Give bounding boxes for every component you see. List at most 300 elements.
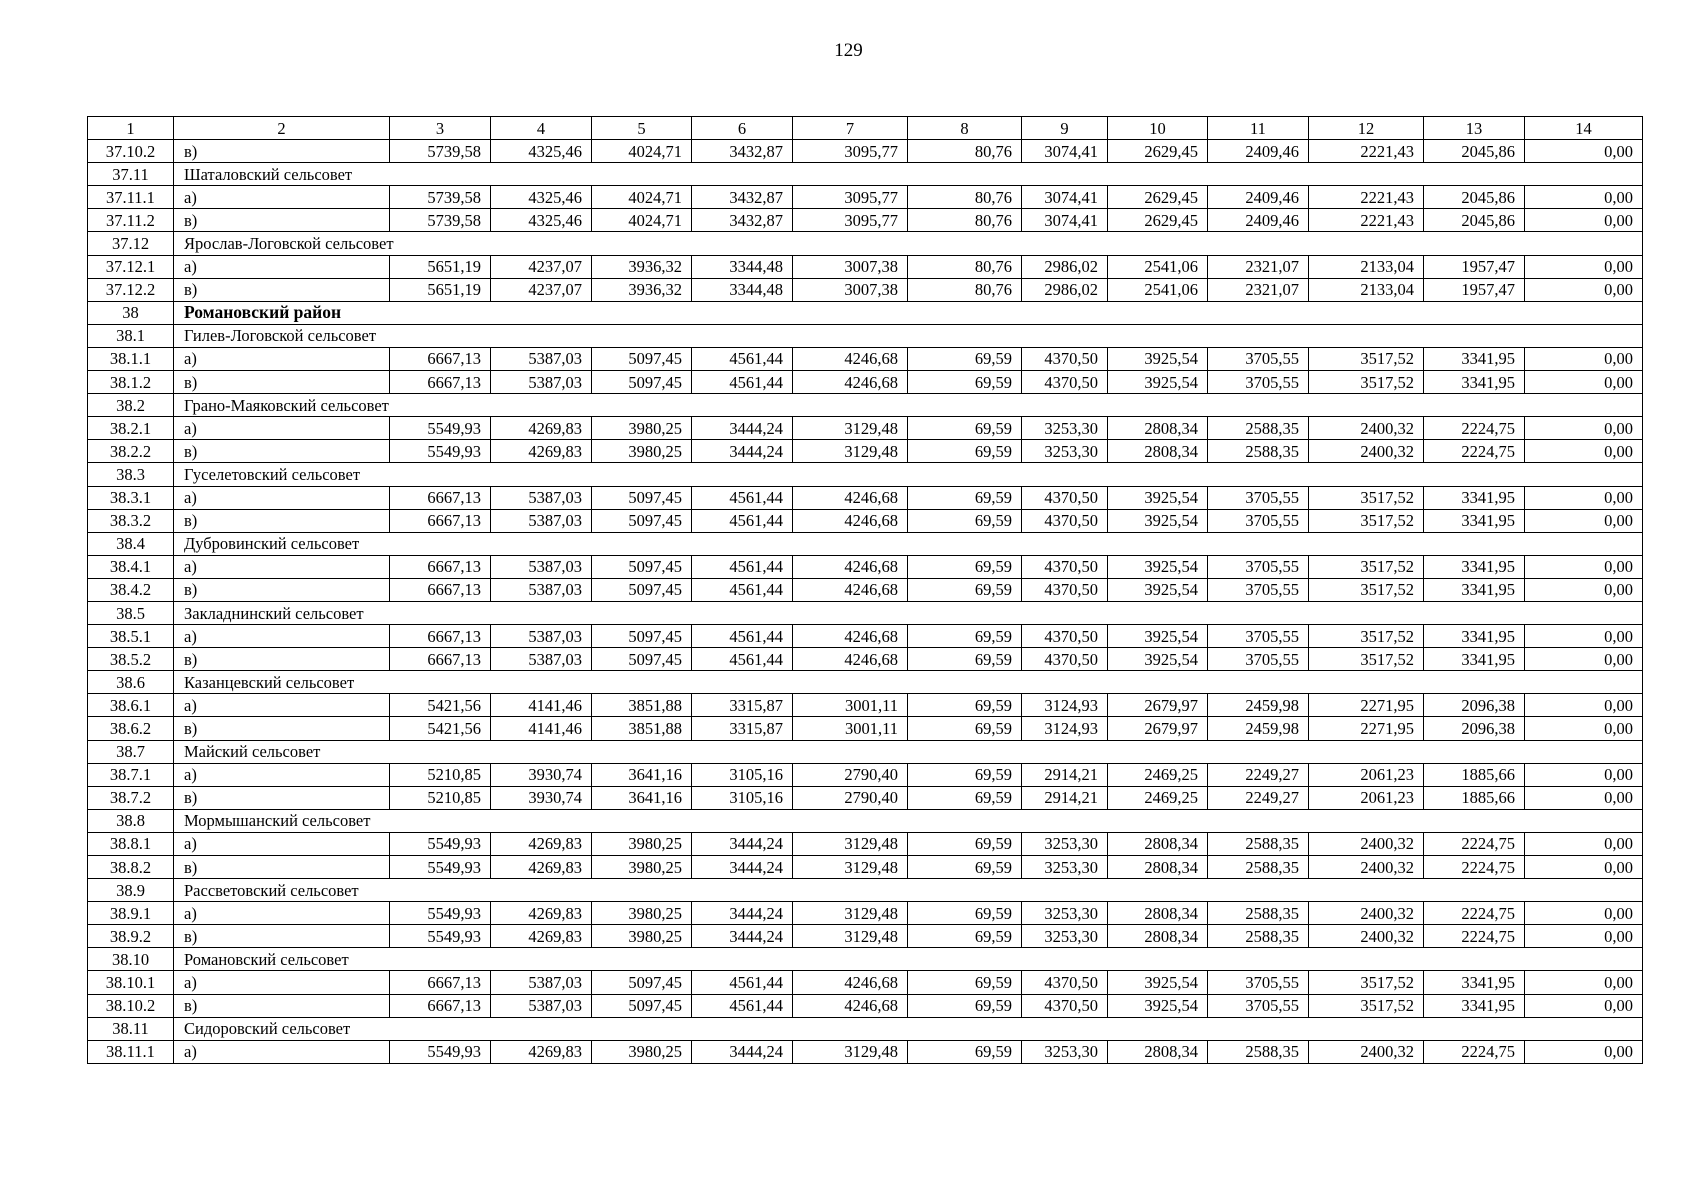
table-cell: 2541,06 (1108, 255, 1208, 278)
section-row (88, 1017, 1643, 1040)
table-cell: 5097,45 (592, 347, 692, 370)
table-cell: 5549,93 (390, 1040, 491, 1063)
table-row (88, 694, 1643, 717)
row-code: 38.1 (88, 324, 174, 347)
table-cell: 4269,83 (491, 856, 592, 879)
table-cell: 80,76 (908, 186, 1022, 209)
table-cell: 3344,48 (692, 255, 793, 278)
table-cell: 5387,03 (491, 971, 592, 994)
table-cell: 5549,93 (390, 902, 491, 925)
table-cell: 4246,68 (793, 509, 908, 532)
row-label: в) (174, 578, 390, 601)
row-code: 38.8.1 (88, 832, 174, 855)
table-cell: 4246,68 (793, 648, 908, 671)
table-cell: 2221,43 (1309, 140, 1424, 163)
section-title: Рассветовский сельсовет (174, 879, 1643, 902)
table-row (88, 902, 1643, 925)
row-code: 37.12.1 (88, 255, 174, 278)
section-row (88, 740, 1643, 763)
table-cell: 4325,46 (491, 209, 592, 232)
section-title: Дубровинский сельсовет (174, 532, 1643, 555)
table-cell: 3705,55 (1208, 625, 1309, 648)
table-cell: 3105,16 (692, 763, 793, 786)
table-cell: 2221,43 (1309, 209, 1424, 232)
column-header: 5 (592, 117, 692, 140)
table-cell: 2224,75 (1424, 832, 1525, 855)
column-header: 7 (793, 117, 908, 140)
district-title: Романовский район (174, 301, 1643, 324)
table-cell: 5549,93 (390, 417, 491, 440)
table-cell: 2400,32 (1309, 902, 1424, 925)
table-cell: 3851,88 (592, 717, 692, 740)
table-cell: 3444,24 (692, 856, 793, 879)
table-cell: 6667,13 (390, 371, 491, 394)
table-cell: 0,00 (1525, 832, 1643, 855)
table-cell: 5739,58 (390, 186, 491, 209)
row-label: в) (174, 140, 390, 163)
table-cell: 0,00 (1525, 763, 1643, 786)
table-cell: 6667,13 (390, 555, 491, 578)
table-cell: 0,00 (1525, 856, 1643, 879)
table-cell: 3925,54 (1108, 509, 1208, 532)
section-title: Гуселетовский сельсовет (174, 463, 1643, 486)
table-body (88, 140, 1643, 1064)
table-cell: 3930,74 (491, 786, 592, 809)
table-cell: 2588,35 (1208, 832, 1309, 855)
table-cell: 2629,45 (1108, 209, 1208, 232)
table-cell: 6667,13 (390, 509, 491, 532)
table-cell: 5387,03 (491, 578, 592, 601)
table-cell: 5097,45 (592, 971, 692, 994)
table-cell: 3444,24 (692, 832, 793, 855)
table-cell: 5387,03 (491, 347, 592, 370)
table-cell: 3925,54 (1108, 371, 1208, 394)
table-cell: 2096,38 (1424, 717, 1525, 740)
row-code: 38.1.2 (88, 371, 174, 394)
table-cell: 3253,30 (1022, 856, 1108, 879)
table-cell: 69,59 (908, 786, 1022, 809)
table-cell: 80,76 (908, 140, 1022, 163)
table-cell: 2986,02 (1022, 278, 1108, 301)
table-cell: 3980,25 (592, 417, 692, 440)
table-cell: 2808,34 (1108, 1040, 1208, 1063)
table-cell: 2679,97 (1108, 717, 1208, 740)
section-title: Ярослав-Логовской сельсовет (174, 232, 1643, 255)
table-cell: 2808,34 (1108, 832, 1208, 855)
table-cell: 2469,25 (1108, 786, 1208, 809)
table-cell: 0,00 (1525, 371, 1643, 394)
table-cell: 5097,45 (592, 509, 692, 532)
row-code: 38.5 (88, 601, 174, 624)
table-cell: 69,59 (908, 347, 1022, 370)
table-cell: 4024,71 (592, 140, 692, 163)
table-cell: 2400,32 (1309, 440, 1424, 463)
table-cell: 0,00 (1525, 786, 1643, 809)
table-row (88, 347, 1643, 370)
table-cell: 3074,41 (1022, 186, 1108, 209)
table-cell: 3705,55 (1208, 971, 1309, 994)
column-header: 9 (1022, 117, 1108, 140)
row-label: а) (174, 347, 390, 370)
table-cell: 4024,71 (592, 186, 692, 209)
table-row (88, 971, 1643, 994)
table-cell: 6667,13 (390, 971, 491, 994)
table-cell: 5387,03 (491, 486, 592, 509)
row-label: а) (174, 902, 390, 925)
data-table (87, 116, 1643, 1064)
table-row (88, 856, 1643, 879)
table-cell: 0,00 (1525, 278, 1643, 301)
table-cell: 69,59 (908, 440, 1022, 463)
table-cell: 2588,35 (1208, 902, 1309, 925)
table-cell: 3925,54 (1108, 578, 1208, 601)
section-title: Гилев-Логовской сельсовет (174, 324, 1643, 347)
table-cell: 3432,87 (692, 186, 793, 209)
table-cell: 4561,44 (692, 347, 793, 370)
table-cell: 3341,95 (1424, 648, 1525, 671)
row-code: 38.9 (88, 879, 174, 902)
table-cell: 2224,75 (1424, 902, 1525, 925)
table-cell: 2588,35 (1208, 856, 1309, 879)
row-label: а) (174, 971, 390, 994)
table-cell: 2400,32 (1309, 925, 1424, 948)
table-cell: 4246,68 (793, 486, 908, 509)
table-cell: 69,59 (908, 625, 1022, 648)
table-cell: 3129,48 (793, 856, 908, 879)
table-cell: 3315,87 (692, 694, 793, 717)
table-cell: 4246,68 (793, 994, 908, 1017)
column-header: 14 (1525, 117, 1643, 140)
row-label: в) (174, 209, 390, 232)
table-cell: 6667,13 (390, 625, 491, 648)
table-cell: 2808,34 (1108, 417, 1208, 440)
table-cell: 5097,45 (592, 625, 692, 648)
table-cell: 3001,11 (793, 694, 908, 717)
row-label: в) (174, 648, 390, 671)
row-code: 38.7 (88, 740, 174, 763)
table-row (88, 440, 1643, 463)
section-row (88, 532, 1643, 555)
table-cell: 3517,52 (1309, 509, 1424, 532)
table-cell: 2271,95 (1309, 717, 1424, 740)
row-code: 38.9.1 (88, 902, 174, 925)
column-header: 4 (491, 117, 592, 140)
table-cell: 80,76 (908, 255, 1022, 278)
table-cell: 2588,35 (1208, 417, 1309, 440)
table-cell: 2400,32 (1309, 832, 1424, 855)
table-cell: 6667,13 (390, 994, 491, 1017)
table-cell: 69,59 (908, 902, 1022, 925)
table-cell: 0,00 (1525, 625, 1643, 648)
row-code: 38.10.1 (88, 971, 174, 994)
table-cell: 3705,55 (1208, 371, 1309, 394)
table-cell: 3641,16 (592, 763, 692, 786)
table-cell: 4370,50 (1022, 648, 1108, 671)
table-cell: 5097,45 (592, 648, 692, 671)
table-cell: 3444,24 (692, 925, 793, 948)
table-cell: 3253,30 (1022, 417, 1108, 440)
section-title: Майский сельсовет (174, 740, 1643, 763)
table-cell: 4561,44 (692, 625, 793, 648)
table-cell: 0,00 (1525, 971, 1643, 994)
section-title: Казанцевский сельсовет (174, 671, 1643, 694)
table-cell: 5097,45 (592, 578, 692, 601)
row-label: а) (174, 486, 390, 509)
table-cell: 3129,48 (793, 417, 908, 440)
table-cell: 3341,95 (1424, 347, 1525, 370)
section-row (88, 671, 1643, 694)
table-cell: 3432,87 (692, 140, 793, 163)
table-cell: 1885,66 (1424, 763, 1525, 786)
table-cell: 2808,34 (1108, 925, 1208, 948)
table-cell: 2045,86 (1424, 186, 1525, 209)
table-cell: 2541,06 (1108, 278, 1208, 301)
table-cell: 3980,25 (592, 832, 692, 855)
table-cell: 69,59 (908, 971, 1022, 994)
table-cell: 3517,52 (1309, 555, 1424, 578)
table-cell: 69,59 (908, 509, 1022, 532)
table-cell: 4325,46 (491, 186, 592, 209)
table-cell: 4370,50 (1022, 971, 1108, 994)
table-cell: 3705,55 (1208, 509, 1309, 532)
table-cell: 2133,04 (1309, 278, 1424, 301)
table-cell: 3253,30 (1022, 1040, 1108, 1063)
table-cell: 2409,46 (1208, 140, 1309, 163)
table-cell: 5097,45 (592, 486, 692, 509)
column-header: 13 (1424, 117, 1525, 140)
table-cell: 3980,25 (592, 925, 692, 948)
table-cell: 2224,75 (1424, 440, 1525, 463)
table-cell: 69,59 (908, 648, 1022, 671)
page-number: 129 (834, 40, 863, 61)
table-cell: 4269,83 (491, 440, 592, 463)
table-row (88, 578, 1643, 601)
table-cell: 5651,19 (390, 255, 491, 278)
table-cell: 2096,38 (1424, 694, 1525, 717)
table-row (88, 832, 1643, 855)
table-cell: 2133,04 (1309, 255, 1424, 278)
table-cell: 4561,44 (692, 486, 793, 509)
row-code: 37.12 (88, 232, 174, 255)
section-title: Закладнинский сельсовет (174, 601, 1643, 624)
table-row (88, 555, 1643, 578)
table-row (88, 209, 1643, 232)
column-header: 6 (692, 117, 793, 140)
row-code: 38.3.1 (88, 486, 174, 509)
row-code: 38.6 (88, 671, 174, 694)
column-header: 12 (1309, 117, 1424, 140)
table-cell: 2808,34 (1108, 902, 1208, 925)
row-code: 38.6.2 (88, 717, 174, 740)
table-cell: 3341,95 (1424, 971, 1525, 994)
table-cell: 3253,30 (1022, 925, 1108, 948)
row-code: 37.10.2 (88, 140, 174, 163)
table-cell: 2400,32 (1309, 417, 1424, 440)
table-cell: 3980,25 (592, 440, 692, 463)
table-cell: 2790,40 (793, 786, 908, 809)
table-cell: 0,00 (1525, 347, 1643, 370)
table-cell: 3925,54 (1108, 486, 1208, 509)
table-cell: 4561,44 (692, 371, 793, 394)
table-cell: 4269,83 (491, 902, 592, 925)
table-cell: 4269,83 (491, 925, 592, 948)
table-cell: 2588,35 (1208, 925, 1309, 948)
row-code: 38.7.1 (88, 763, 174, 786)
table-cell: 3129,48 (793, 440, 908, 463)
table-cell: 3444,24 (692, 1040, 793, 1063)
row-code: 38.8.2 (88, 856, 174, 879)
row-label: в) (174, 278, 390, 301)
table-cell: 3517,52 (1309, 347, 1424, 370)
table-cell: 3315,87 (692, 717, 793, 740)
table-cell: 4269,83 (491, 1040, 592, 1063)
table-cell: 2321,07 (1208, 278, 1309, 301)
table-cell: 5421,56 (390, 694, 491, 717)
table-cell: 4370,50 (1022, 509, 1108, 532)
table-cell: 3705,55 (1208, 578, 1309, 601)
table-row (88, 1040, 1643, 1063)
table-cell: 0,00 (1525, 417, 1643, 440)
table-cell: 69,59 (908, 694, 1022, 717)
section-title: Сидоровский сельсовет (174, 1017, 1643, 1040)
table-cell: 3925,54 (1108, 994, 1208, 1017)
table-row (88, 486, 1643, 509)
table-cell: 3641,16 (592, 786, 692, 809)
table-cell: 2409,46 (1208, 186, 1309, 209)
table-cell: 2790,40 (793, 763, 908, 786)
table-cell: 2061,23 (1309, 763, 1424, 786)
row-code: 38.10.2 (88, 994, 174, 1017)
table-row (88, 417, 1643, 440)
table-cell: 69,59 (908, 578, 1022, 601)
row-label: а) (174, 1040, 390, 1063)
table-cell: 4561,44 (692, 509, 793, 532)
table-cell: 4269,83 (491, 417, 592, 440)
row-label: в) (174, 440, 390, 463)
table-cell: 5549,93 (390, 856, 491, 879)
table-cell: 4237,07 (491, 255, 592, 278)
row-code: 38.9.2 (88, 925, 174, 948)
table-cell: 69,59 (908, 371, 1022, 394)
table-cell: 3444,24 (692, 902, 793, 925)
table-cell: 3344,48 (692, 278, 793, 301)
section-title: Шаталовский сельсовет (174, 163, 1643, 186)
table-cell: 3432,87 (692, 209, 793, 232)
row-label: а) (174, 832, 390, 855)
row-label: в) (174, 856, 390, 879)
table-cell: 3936,32 (592, 278, 692, 301)
table-cell: 4246,68 (793, 625, 908, 648)
table-cell: 5097,45 (592, 371, 692, 394)
table-cell: 69,59 (908, 1040, 1022, 1063)
row-label: в) (174, 994, 390, 1017)
table-cell: 2249,27 (1208, 786, 1309, 809)
table-cell: 2224,75 (1424, 1040, 1525, 1063)
table-cell: 69,59 (908, 832, 1022, 855)
table-cell: 6667,13 (390, 648, 491, 671)
table-cell: 5387,03 (491, 625, 592, 648)
row-code: 38.11 (88, 1017, 174, 1040)
table-cell: 2469,25 (1108, 763, 1208, 786)
table-cell: 3105,16 (692, 786, 793, 809)
table-row (88, 255, 1643, 278)
table-cell: 2588,35 (1208, 1040, 1309, 1063)
table-row (88, 509, 1643, 532)
table-cell: 3925,54 (1108, 347, 1208, 370)
table-cell: 1957,47 (1424, 255, 1525, 278)
table-cell: 5210,85 (390, 786, 491, 809)
table-cell: 2400,32 (1309, 1040, 1424, 1063)
header-row (88, 117, 1643, 140)
table-cell: 2061,23 (1309, 786, 1424, 809)
table-cell: 5739,58 (390, 140, 491, 163)
table-cell: 6667,13 (390, 486, 491, 509)
table-cell: 3517,52 (1309, 625, 1424, 648)
row-code: 38.5.2 (88, 648, 174, 671)
table-cell: 0,00 (1525, 486, 1643, 509)
table-cell: 3925,54 (1108, 555, 1208, 578)
table-cell: 2224,75 (1424, 417, 1525, 440)
row-code: 38.2.2 (88, 440, 174, 463)
table-cell: 2409,46 (1208, 209, 1309, 232)
table-cell: 4141,46 (491, 694, 592, 717)
table-row (88, 994, 1643, 1017)
row-label: в) (174, 371, 390, 394)
table-cell: 4561,44 (692, 994, 793, 1017)
table-cell: 5549,93 (390, 440, 491, 463)
table-cell: 3936,32 (592, 255, 692, 278)
table-cell: 5387,03 (491, 555, 592, 578)
table-row (88, 648, 1643, 671)
table-cell: 2221,43 (1309, 186, 1424, 209)
table-cell: 3074,41 (1022, 140, 1108, 163)
table-row (88, 717, 1643, 740)
table-cell: 4325,46 (491, 140, 592, 163)
table-row (88, 925, 1643, 948)
table-cell: 4370,50 (1022, 994, 1108, 1017)
table-cell: 4269,83 (491, 832, 592, 855)
table-cell: 2914,21 (1022, 763, 1108, 786)
row-label: в) (174, 509, 390, 532)
table-cell: 3925,54 (1108, 971, 1208, 994)
table-cell: 3129,48 (793, 832, 908, 855)
table-cell: 0,00 (1525, 902, 1643, 925)
table-cell: 4561,44 (692, 555, 793, 578)
row-code: 38.8 (88, 809, 174, 832)
table-row (88, 371, 1643, 394)
column-header: 11 (1208, 117, 1309, 140)
table-cell: 69,59 (908, 486, 1022, 509)
row-code: 38.4.1 (88, 555, 174, 578)
row-code: 38.3 (88, 463, 174, 486)
section-row (88, 163, 1643, 186)
table-cell: 2986,02 (1022, 255, 1108, 278)
column-header: 8 (908, 117, 1022, 140)
table-cell: 4561,44 (692, 578, 793, 601)
table-cell: 3980,25 (592, 856, 692, 879)
table-cell: 3705,55 (1208, 555, 1309, 578)
table-cell: 4370,50 (1022, 555, 1108, 578)
table-cell: 3341,95 (1424, 994, 1525, 1017)
table-cell: 3129,48 (793, 1040, 908, 1063)
table-cell: 2271,95 (1309, 694, 1424, 717)
section-row (88, 601, 1643, 624)
table-cell: 4237,07 (491, 278, 592, 301)
table-cell: 6667,13 (390, 347, 491, 370)
table-cell: 4370,50 (1022, 578, 1108, 601)
table-cell: 3341,95 (1424, 486, 1525, 509)
table-cell: 3129,48 (793, 902, 908, 925)
